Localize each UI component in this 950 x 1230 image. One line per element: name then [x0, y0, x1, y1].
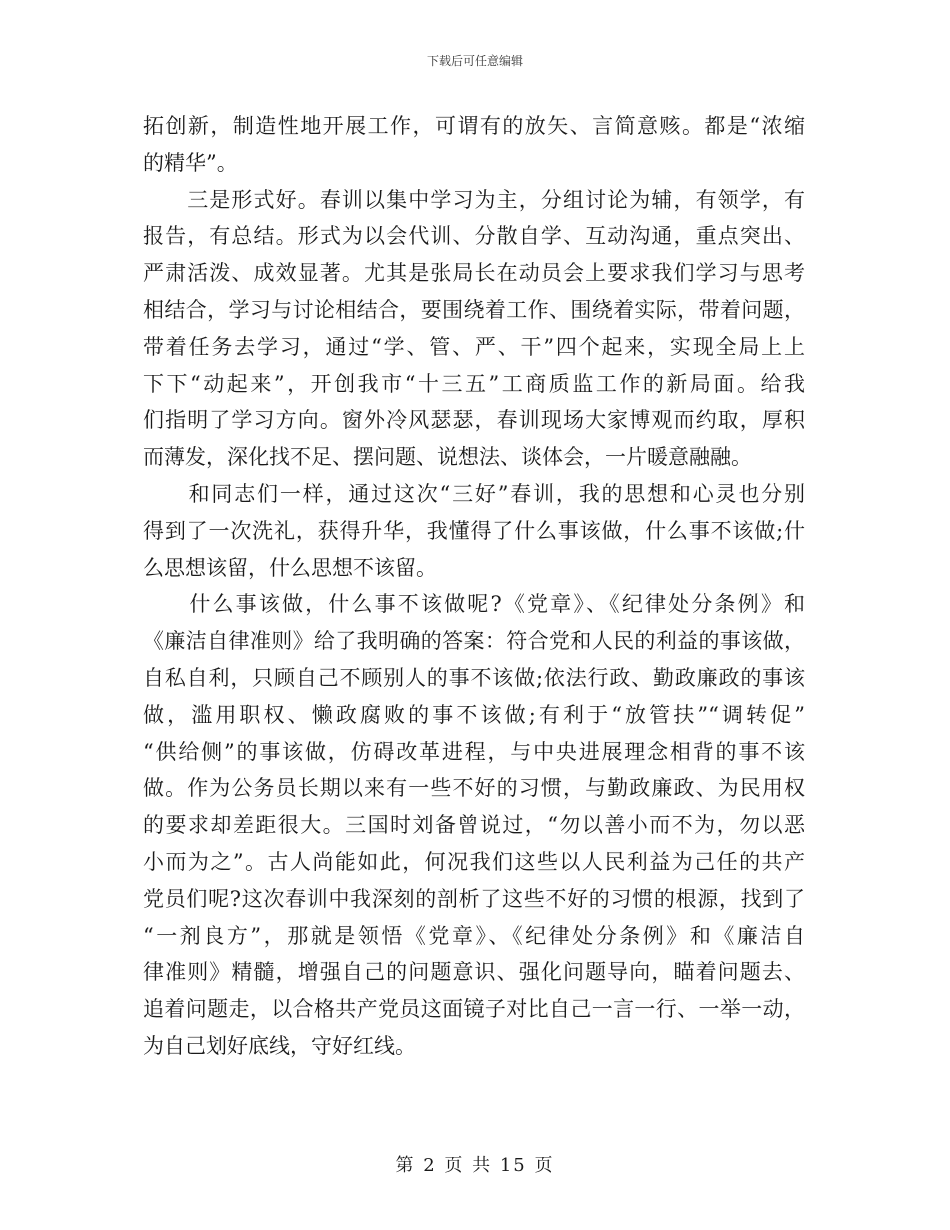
- text-line: 报告，有总结。形式为以会代训、分散自学、互动沟通，重点突出、: [143, 224, 805, 249]
- text-line: 自私自利，只顾自己不顾别人的事不该做;依法行政、勤政廉政的事该: [143, 665, 805, 690]
- text-line: 得到了一次洗礼，获得升华，我懂得了什么事该做，什么事不该做;什: [143, 518, 805, 543]
- text-line: 和同志们一样，通过这次“三好”春训，我的思想和心灵也分别: [143, 481, 805, 506]
- text-line: 做，滥用职权、懒政腐败的事不该做;有利于“放管扶”“调转促”: [143, 702, 805, 727]
- text-line: “一剂良方”，那就是领悟《党章》、《纪律处分条例》和《廉洁自: [143, 923, 805, 948]
- text-line: “供给侧”的事该做，仿碍改革进程，与中央进展理念相背的事不该: [143, 739, 805, 764]
- text-line: 拓创新，制造性地开展工作，可谓有的放矢、言简意赅。都是“浓缩: [143, 114, 805, 138]
- text-line: 严肃活泼、成效显著。尤其是张局长在动员会上要求我们学习与思考: [143, 261, 805, 286]
- text-line: 而薄发，深化找不足、摆问题、说想法、谈体会，一片暖意融融。: [143, 445, 752, 470]
- text-line: 下下“动起来”，开创我市“十三五”工商质监工作的新局面。给我: [143, 371, 805, 396]
- text-line: 《廉洁自律准则》给了我明确的答案：符合党和人民的利益的事该做，: [143, 629, 805, 654]
- text-line: 党员们呢?这次春训中我深刻的剖析了这些不好的习惯的根源，找到了: [143, 886, 805, 911]
- text-line: 为自己划好底线，守好红线。: [143, 1033, 416, 1058]
- text-line: 么思想该留，什么思想不该留。: [143, 555, 437, 580]
- text-line: 追着问题走，以合格共产党员这面镜子对比自己一言一行、一举一动，: [143, 997, 805, 1022]
- text-line: 带着任务去学习，通过“学、管、严、干”四个起来，实现全局上上: [143, 334, 805, 359]
- page-number: 第 2 页 共 15 页: [395, 1155, 555, 1176]
- text-line: 律准则》精髓，增强自己的问题意识、强化问题导向，瞄着问题去、: [143, 960, 805, 985]
- text-line: 们指明了学习方向。窗外冷风瑟瑟，春训现场大家博观而约取，厚积: [143, 408, 805, 433]
- page-header-note: 下载后可任意编辑: [426, 54, 523, 68]
- document-body: [143, 108, 805, 1065]
- text-line: 做。作为公务员长期以来有一些不好的习惯，与勤政廉政、为民用权: [143, 776, 805, 801]
- text-line: 什么事该做，什么事不该做呢?《党章》、《纪律处分条例》和: [143, 592, 805, 617]
- text-line: 小而为之”。古人尚能如此，何况我们这些以人民利益为己任的共产: [143, 849, 805, 874]
- text-line: 三是形式好。春训以集中学习为主，分组讨论为辅，有领学，有: [143, 187, 805, 212]
- text-line: 的精华”。: [143, 150, 238, 175]
- text-line: 相结合，学习与讨论相结合，要围绕着工作、围绕着实际，带着问题，: [143, 297, 805, 322]
- text-line: 的要求却差距很大。三国时刘备曾说过，“勿以善小而不为，勿以恶: [143, 813, 805, 838]
